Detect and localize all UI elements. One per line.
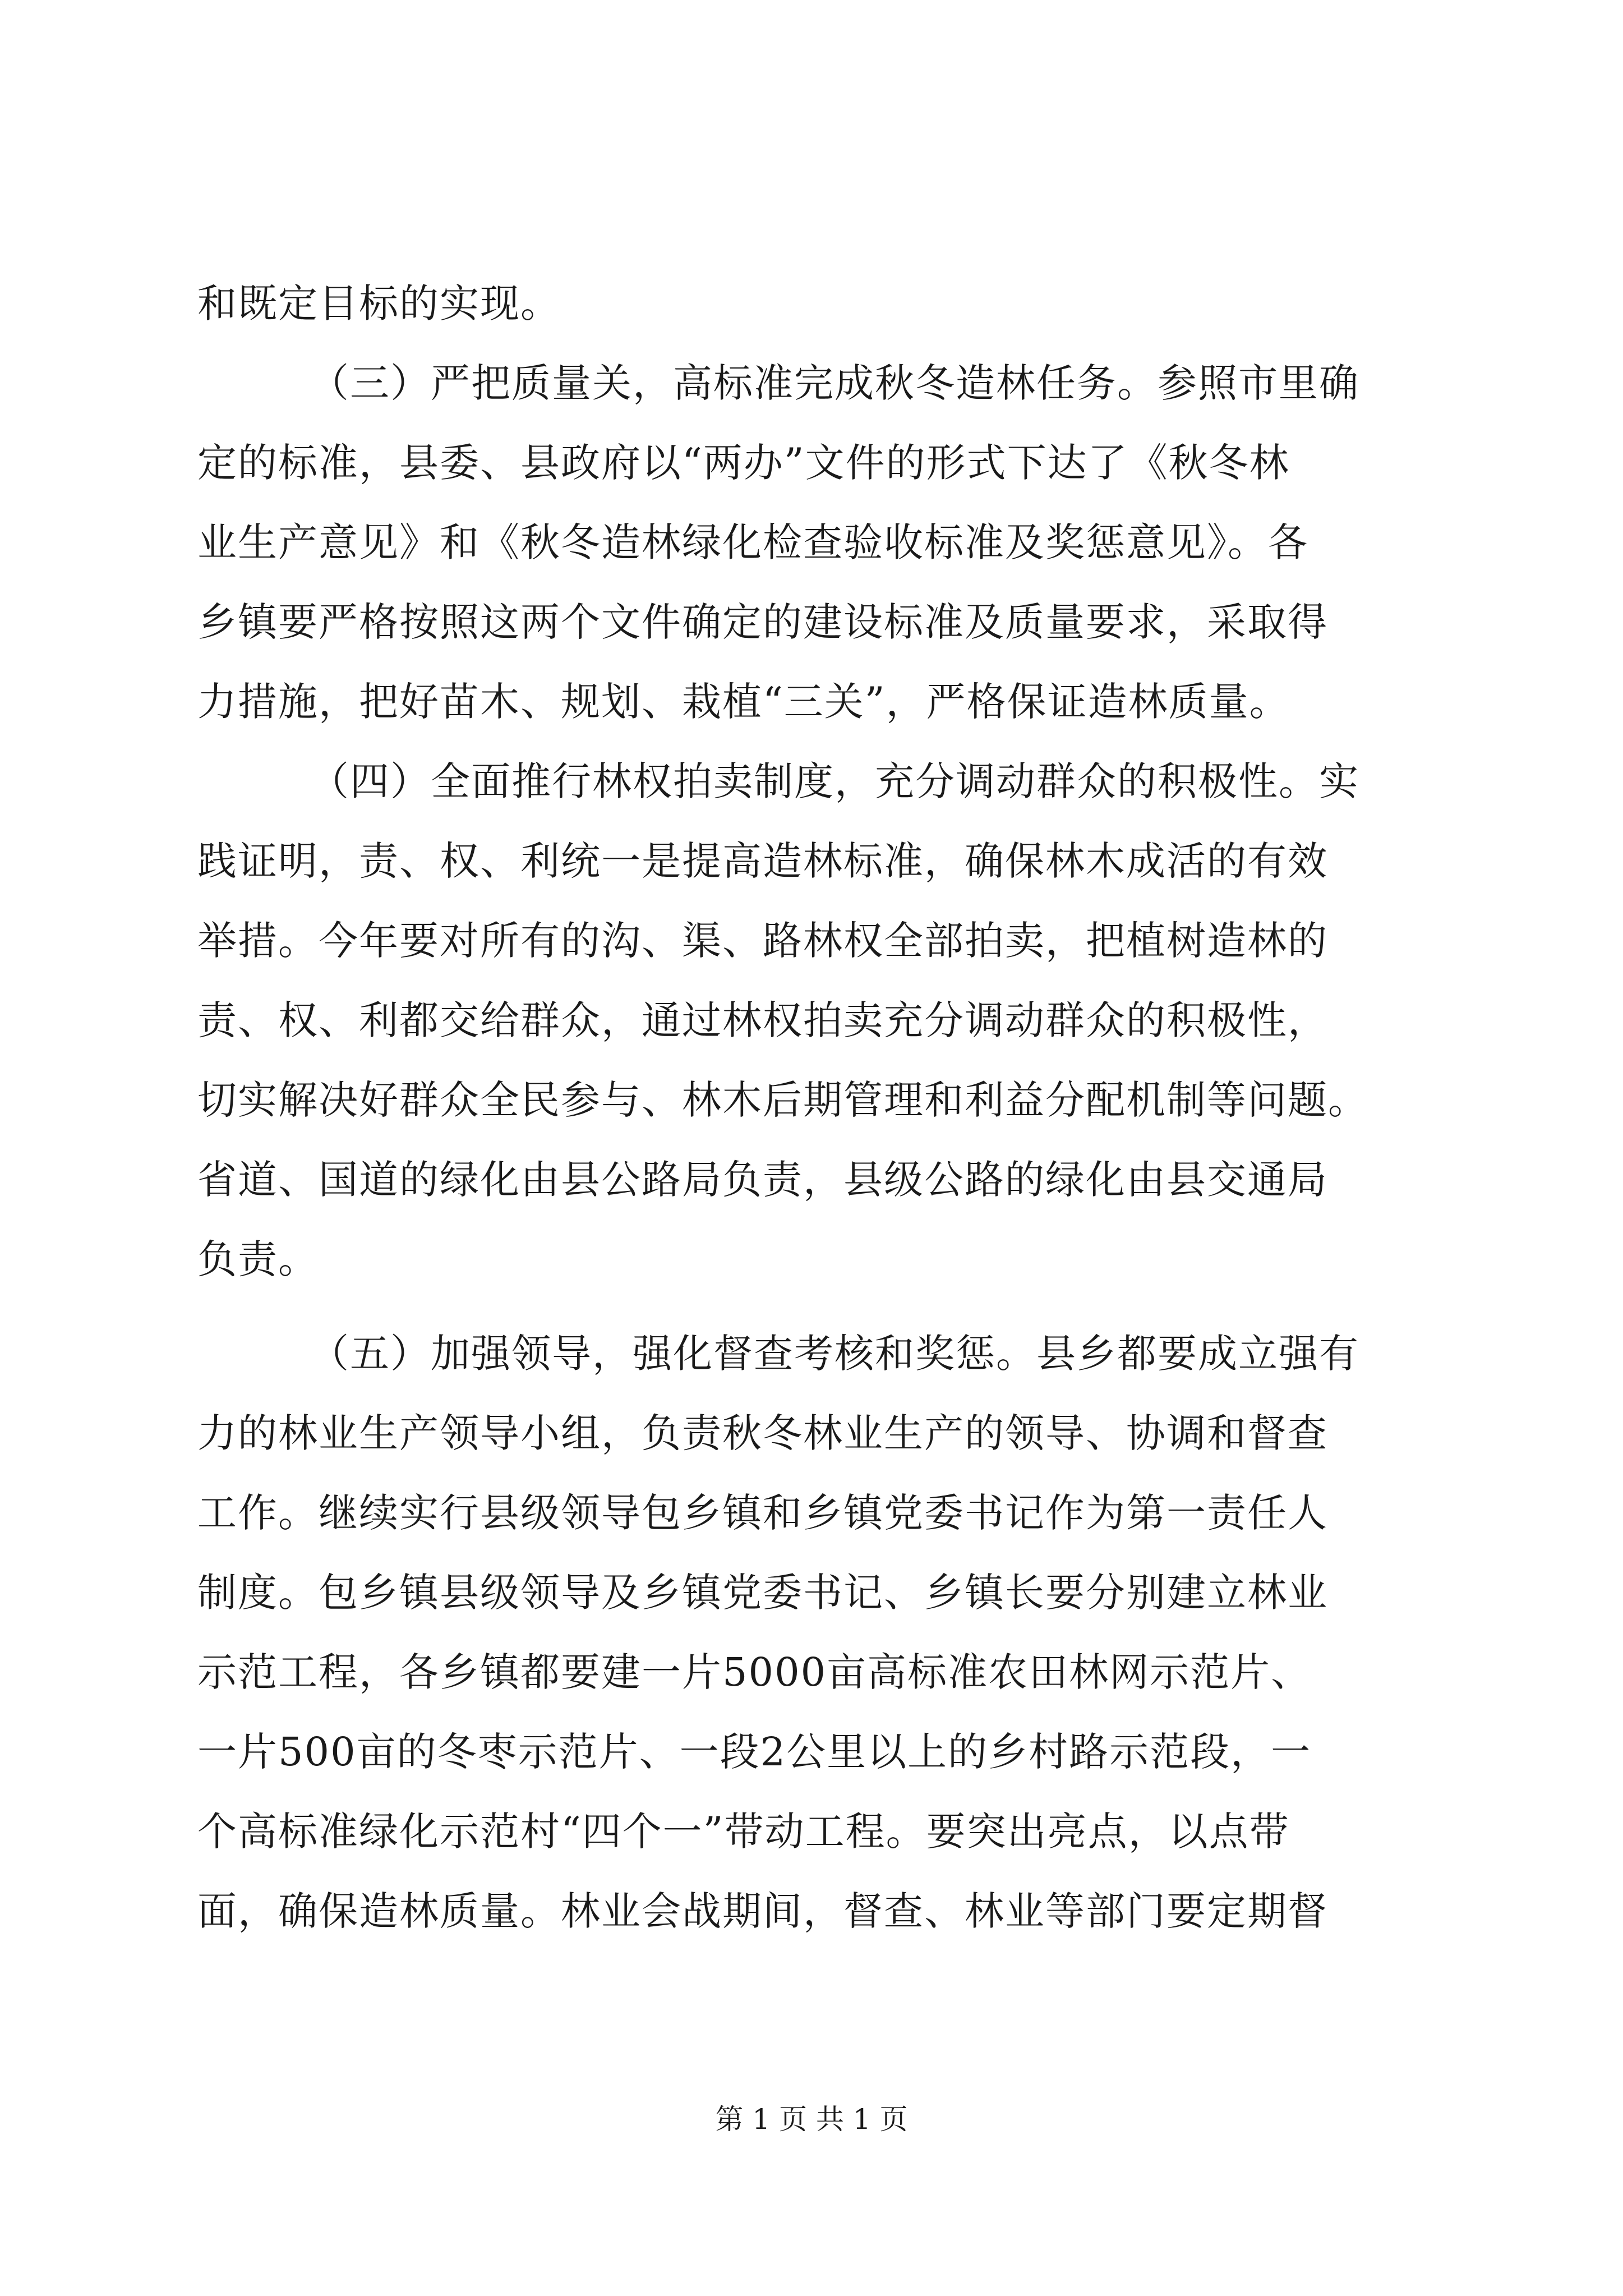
text-line: 省道、国道的绿化由县公路局负责，县级公路的绿化由县交通局 [197, 1157, 1328, 1203]
text-line: 示范工程，各乡镇都要建一片5000亩高标准农田林网示范片、 [197, 1649, 1312, 1695]
text-line: 乡镇要严格按照这两个文件确定的建设标准及质量要求，采取得 [197, 599, 1328, 645]
page-number: 第 1 页 共 1 页 [715, 2103, 908, 2136]
page-footer [0, 2097, 1623, 2137]
text-line: 制度。包乡镇县级领导及乡镇党委书记、乡镇长要分别建立林业 [197, 1570, 1328, 1616]
text-line: 和既定目标的实现。 [197, 280, 561, 326]
paragraph-heading-4: （四）全面推行林权拍卖制度，充分调动群众的积极性。实 [310, 758, 1359, 804]
text-line: 面，确保造林质量。林业会战期间，督查、林业等部门要定期督 [197, 1888, 1328, 1934]
text-line: 定的标准，县委、县政府以“两办”文件的形式下达了《秋冬林 [197, 440, 1290, 486]
text-line: 力的林业生产领导小组，负责秋冬林业生产的领导、协调和督查 [197, 1410, 1328, 1456]
text-line: 切实解决好群众全民参与、林木后期管理和利益分配机制等问题。 [197, 1077, 1368, 1123]
text-line: 举措。今年要对所有的沟、渠、路林权全部拍卖，把植树造林的 [197, 918, 1328, 964]
text-line: 力措施，把好苗木、规划、栽植“三关”，严格保证造林质量。 [197, 679, 1290, 725]
text-line: 负责。 [197, 1236, 319, 1282]
text-line: 工作。继续实行县级领导包乡镇和乡镇党委书记作为第一责任人 [197, 1490, 1328, 1536]
text-line: 一片500亩的冬枣示范片、一段2公里以上的乡村路示范段，一 [197, 1729, 1312, 1775]
paragraph-heading-5: （五）加强领导，强化督查考核和奖惩。县乡都要成立强有 [310, 1331, 1359, 1377]
text-line: 践证明，责、权、利统一是提高造林标准，确保林木成活的有效 [197, 838, 1328, 884]
text-line: 业生产意见》和《秋冬造林绿化检查验收标准及奖惩意见》。各 [197, 519, 1308, 565]
document-body [197, 264, 1420, 1951]
text-line: 责、权、利都交给群众，通过林权拍卖充分调动群众的积极性， [197, 997, 1328, 1043]
paragraph-heading-3: （三）严把质量关，高标准完成秋冬造林任务。参照市里确 [310, 360, 1359, 406]
text-line: 个高标准绿化示范村“四个一”带动工程。要突出亮点，以点带 [197, 1809, 1290, 1855]
